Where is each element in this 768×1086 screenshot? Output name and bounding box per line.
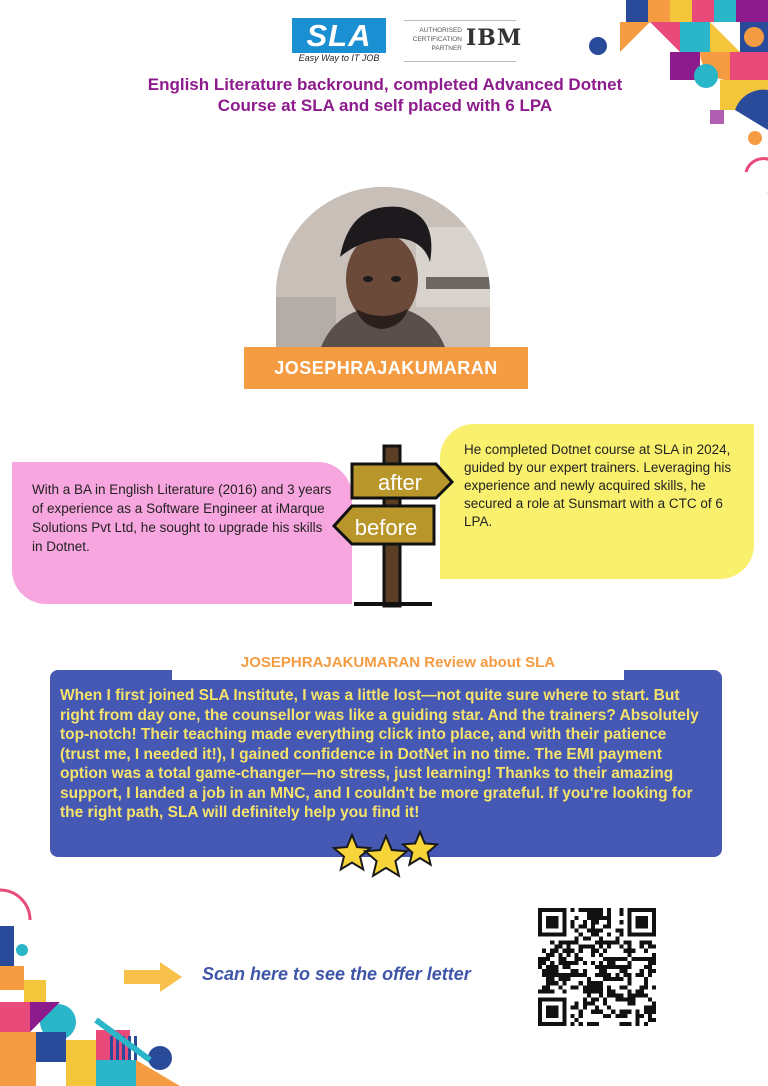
star-icon: [403, 832, 437, 865]
ibm-logo: [404, 20, 523, 62]
signpost-icon: [328, 440, 458, 610]
ibm-badge-text: AUTHORISED CERTIFICATION PARTNER: [412, 27, 462, 52]
review-heading: JOSEPHRAJAKUMARAN Review about SLA: [172, 648, 624, 680]
signpost-before-label: before: [354, 515, 418, 540]
ibm-text: IBM: [466, 25, 523, 51]
sla-logo-text: SLA: [292, 18, 386, 53]
name-badge: JOSEPHRAJAKUMARAN: [244, 347, 528, 389]
after-panel: [440, 424, 754, 579]
rating-stars: [330, 828, 442, 884]
scan-instruction: Scan here to see the offer letter: [202, 964, 471, 984]
signpost-after-label: after: [377, 470, 423, 495]
page-title: [60, 74, 710, 116]
person-photo-icon: [276, 187, 490, 365]
profile-photo: [276, 187, 490, 365]
review-text: When I first joined SLA Institute, I was a little lost—not quite sure where to start. But right from day one, the counsellor was like a guiding star. And the trainers? Absolutely top-notch! Their teaching made everything click into place, and with their patience (trust me, I needed it!), I gained confidence in DotNet in no time. The EMI payment option was a total game-changer—no stress, just learning! Thanks to their amazing support, I landed a job in an MNC, and I couldn't be more grateful. If you're looking for the right path, SLA will definitely help you find it!: [60, 687, 699, 821]
qr-code[interactable]: [538, 908, 656, 1026]
star-icon: [365, 836, 407, 876]
sla-logo: [292, 18, 386, 62]
before-panel: [12, 462, 352, 604]
after-panel-text: He completed Dotnet course at SLA in 2024, guided by our expert trainers. Leveraging his experience and newly acquired skills, he secured a role at Sunsmart with a CTC of 6 LPA.: [464, 442, 732, 529]
title-line-2: Course at SLA and self placed with 6 LPA: [217, 96, 553, 115]
title-line-1: English Literature backround, completed Advanced Dotnet: [147, 75, 623, 94]
star-icon: [334, 835, 370, 869]
before-panel-text: With a BA in English Literature (2016) and 3 years of experience as a Software Engineer at iMarque Solutions Pvt Ltd, he sought to upgrade his skills in Dotnet.: [32, 482, 332, 554]
arrow-right-icon: [120, 960, 186, 994]
sla-tagline: Easy Way to IT JOB: [298, 53, 380, 63]
